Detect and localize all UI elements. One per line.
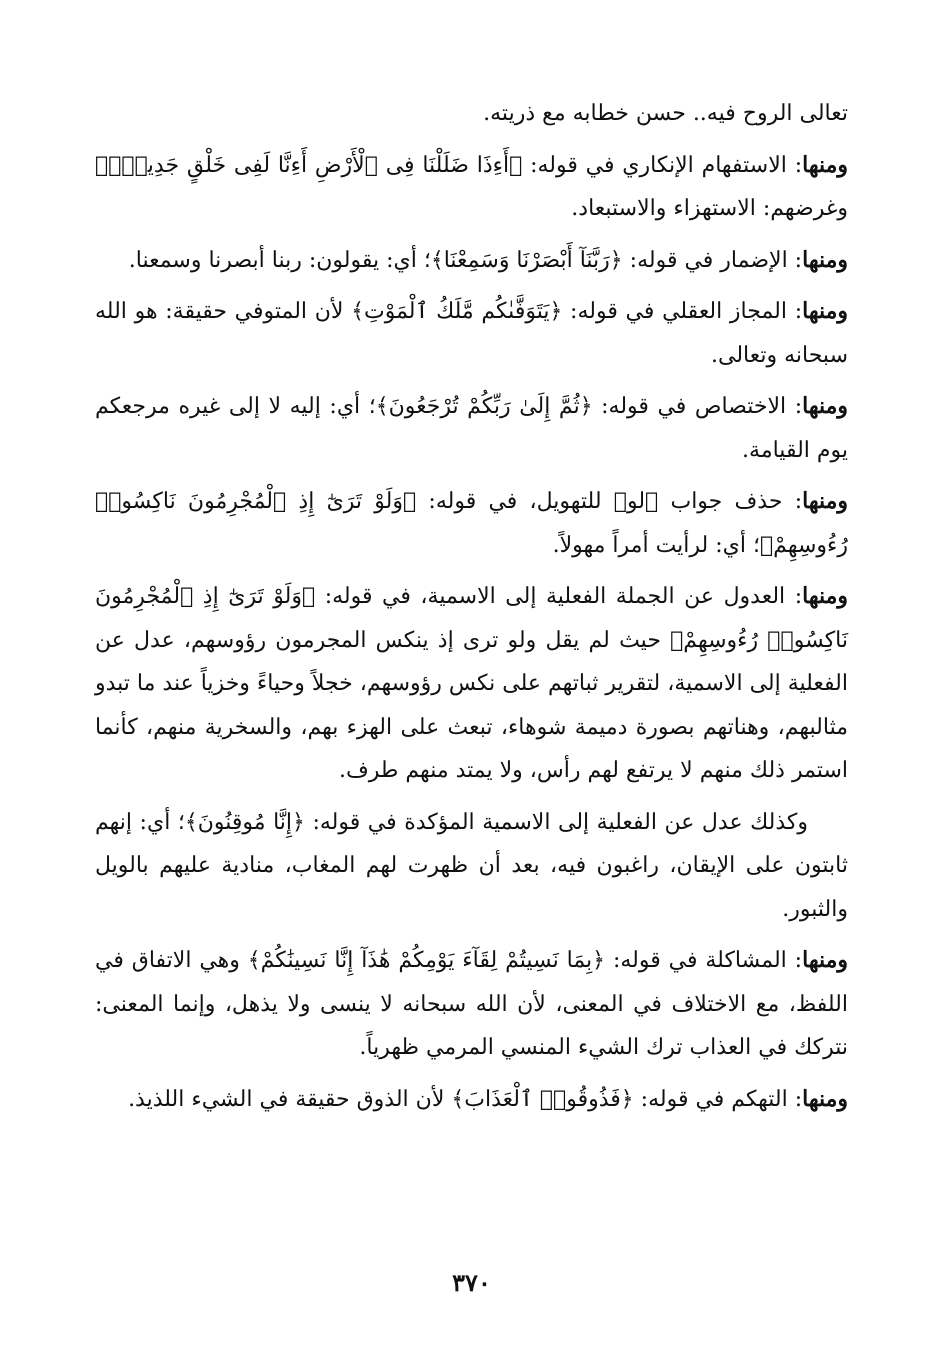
paragraph-lead: ومنها: [802, 246, 848, 273]
paragraph-text: وكذلك عدل عن الفعلية إلى الاسمية المؤكدة في قوله: ﴿إِنَّا مُوقِنُونَ﴾؛ أي: إنهم ثابتون على الإيقان، راغبون فيه، بعد أن ظهرت لهم المغاب، منادية عليهم بالويل والثبور.: [95, 809, 848, 922]
paragraph-lead: ومنها: [802, 151, 848, 178]
paragraph-text: : الإضمار في قوله: ﴿رَبَّنَآ أَبْصَرْنَا وَسَمِعْنَا﴾؛ أي: يقولون: ربنا أبصرنا وسمعنا.: [128, 247, 803, 273]
page-number: ٣٧٠: [452, 1268, 491, 1297]
paragraph-2: [95, 144, 848, 231]
paragraph-lead: ومنها: [802, 583, 848, 609]
paragraph-text: : حذف جواب ﴿لو﴾ للتهويل، في قوله: ﴿وَلَوْ تَرَىٰٓ إِذِ ٱلْمُجْرِمُونَ نَاكِسُوا۟ رُءُوسِهِمْ﴾؛ أي: لرأيت أمراً مهولاً.: [95, 489, 848, 558]
paragraph-text: تعالى الروح فيه.. حسن خطابه مع ذريته.: [483, 101, 848, 126]
paragraph-4: [95, 290, 848, 377]
paragraph-text: : الاستفهام الإنكاري في قوله: ﴿أَءِذَا ضَلَلْنَا فِى ٱلْأَرْضِ أَءِنَّا لَفِى خَلْقٍ جَدِيدٍۭ﴾ وغرضهم: الاستهزاء والاستبعاد.: [95, 152, 848, 221]
paragraph-lead: ومنها: [802, 298, 848, 324]
page-body: [95, 92, 848, 1121]
paragraph-text: : التهكم في قوله: ﴿فَذُوقُوا۟ ٱلْعَذَابَ﴾ لأن الذوق حقيقة في الشيء اللذيذ.: [128, 1086, 803, 1112]
paragraph-7: [95, 575, 848, 793]
paragraph-1: [95, 92, 848, 136]
paragraph-lead: ومنها: [802, 393, 848, 419]
paragraph-6: [95, 480, 848, 567]
paragraph-3: [95, 239, 848, 283]
paragraph-text: : العدول عن الجملة الفعلية إلى الاسمية، في قوله: ﴿وَلَوْ تَرَىٰٓ إِذِ ٱلْمُجْرِمُونَ نَاكِسُوا۟ رُءُوسِهِمْ﴾ حيث لم يقل ولو ترى إذ ينكس المجرمون رؤوسهم، عدل عن الفعلية إلى الاسمية، لتقرير ثباتهم على نكس رؤوسهم، خجلاً وحياءً وخزياً عند ما تبدو مثالبهم، وهناتهم بصورة دميمة شوهاء، تبعث على الهزء بهم، والسخرية منهم، كأنما استمر ذلك منهم لا يرتفع لهم رأس، ولا يمتد منهم طرف.: [95, 584, 848, 783]
paragraph-text: : المجاز العقلي في قوله: ﴿يَتَوَفَّىٰكُم مَّلَكُ ٱلْمَوْتِ﴾ لأن المتوفي حقيقة: هو الله سبحانه وتعالى.: [95, 299, 848, 368]
paragraph-5: [95, 385, 848, 472]
paragraph-text: : الاختصاص في قوله: ﴿ثُمَّ إِلَىٰ رَبِّكُمْ تُرْجَعُونَ﴾؛ أي: إليه لا إلى غيره مرجعكم يوم القيامة.: [95, 394, 848, 463]
paragraph-10: [95, 1078, 848, 1122]
paragraph-text: : المشاكلة في قوله: ﴿بِمَا نَسِيتُمْ لِقَآءَ يَوْمِكُمْ هَٰذَآ إِنَّا نَسِينَٰكُمْ﴾ وهي الاتفاق في اللفظ، مع الاختلاف في المعنى، لأن الله سبحانه لا ينسى ولا يذهل، وإنما المعنى: نتركك في العذاب ترك الشيء المنسي المرمي ظهرياً.: [95, 948, 848, 1060]
paragraph-9: [95, 939, 848, 1070]
paragraph-8: [95, 801, 848, 932]
paragraph-lead: ومنها: [802, 488, 848, 514]
paragraph-lead: ومنها: [802, 1085, 848, 1112]
paragraph-lead: ومنها: [802, 947, 848, 973]
